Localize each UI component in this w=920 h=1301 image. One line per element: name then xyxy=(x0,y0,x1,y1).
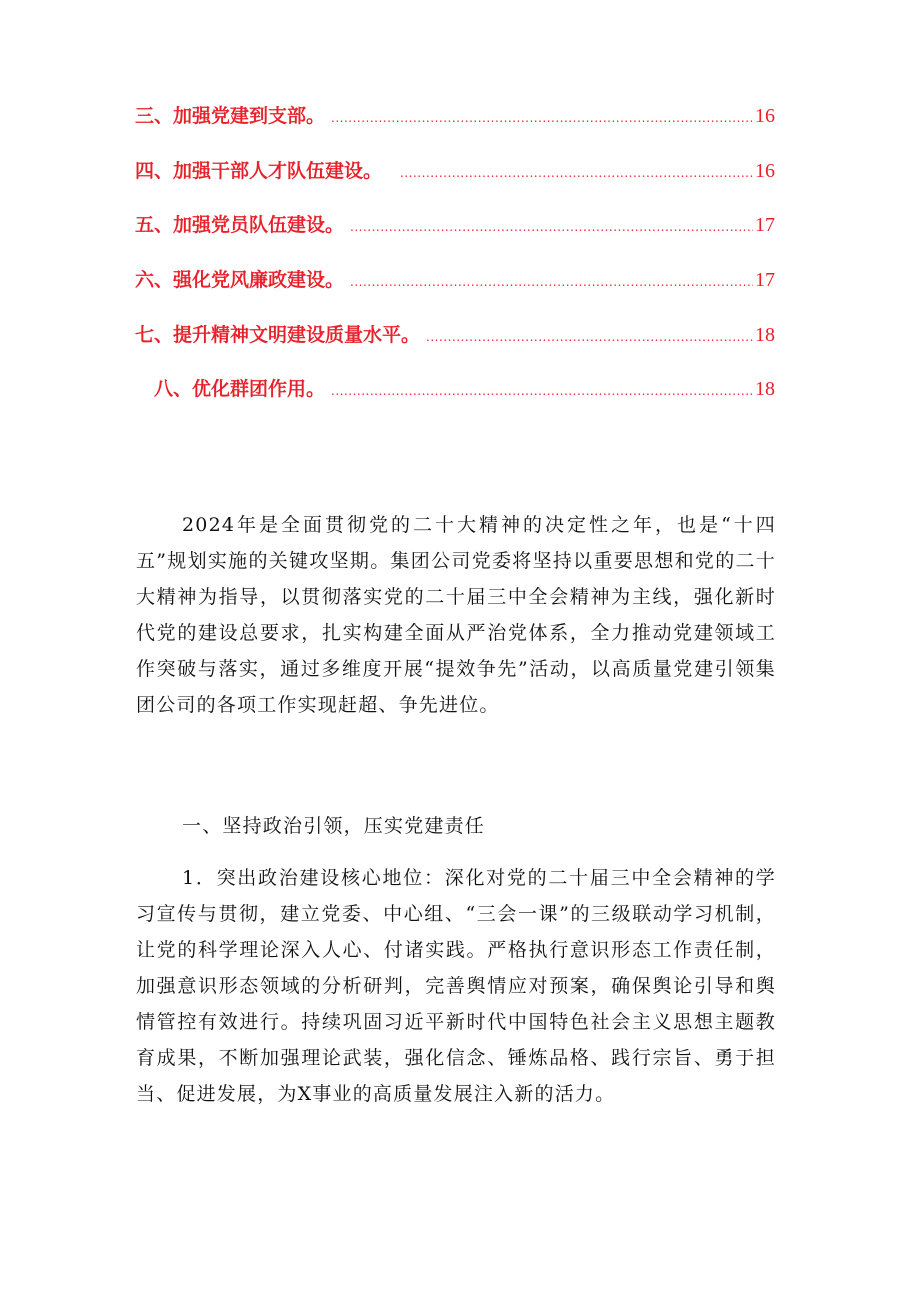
toc-entry-page: 16 xyxy=(755,160,775,182)
toc-entry-title: 四、加强干部人才队伍建设。 xyxy=(135,160,383,182)
item-paragraph: 1．突出政治建设核心地位：深化对党的二十届三中全会精神的学习宣传与贯彻，建立党委、中心组、“三会一课”的三级联动学习机制，让党的科学理论深入人心、付诸实践。严格执行意识形态工作责任制，加强意识形态领域的分析研判，完善舆情应对预案，确保舆论引导和舆情管控有效进行。持续巩固习近平新时代中国特色社会主义思想主题教育成果，不断加强理论武装，强化信念、锤炼品格、践行宗旨、勇于担当、促进发展，为X事业的高质量发展注入新的活力。 xyxy=(136,867,776,1105)
toc-leader-dots xyxy=(331,384,753,398)
toc-entry-title: 八、优化群团作用。 xyxy=(154,378,326,400)
toc-entry[interactable] xyxy=(135,320,775,350)
intro-paragraph: 2024年是全面贯彻党的二十大精神的决定性之年，也是“十四五”规划实施的关键攻坚期。集团公司党委将坚持以重要思想和党的二十大精神为指导，以贯彻落实党的二十届三中全会精神为主线，强化新时代党的建设总要求，扎实构建全面从严治党体系，全力推动党建领域工作突破与落实，通过多维度开展“提效争先”活动，以高质量党建引领集团公司的各项工作实现赶超、争先进位。 xyxy=(136,514,776,716)
toc-leader-dots xyxy=(350,275,753,289)
section-heading: 一、坚持政治引领，压实党建责任 xyxy=(182,815,486,837)
toc-entry[interactable] xyxy=(135,265,775,295)
toc-leader-dots xyxy=(426,330,753,344)
toc-entry-page: 18 xyxy=(755,378,775,400)
toc-entry[interactable] xyxy=(135,210,775,240)
toc-entry-page: 18 xyxy=(755,324,775,346)
toc-leader-dots xyxy=(400,166,753,180)
toc-entry-title: 三、加强党建到支部。 xyxy=(135,105,326,127)
toc-entry[interactable] xyxy=(135,156,775,186)
toc-leader-dots xyxy=(350,220,753,234)
toc-entry-title: 五、加强党员队伍建设。 xyxy=(135,214,345,236)
toc-entry-page: 17 xyxy=(755,269,775,291)
toc-entry[interactable] xyxy=(135,101,775,131)
toc-entry-title: 六、强化党风廉政建设。 xyxy=(135,269,345,291)
toc-entry-title: 七、提升精神文明建设质量水平。 xyxy=(135,324,421,346)
toc-entry[interactable] xyxy=(154,374,775,404)
toc-entry-page: 16 xyxy=(755,105,775,127)
toc-leader-dots xyxy=(331,111,753,125)
toc-entry-page: 17 xyxy=(755,214,775,236)
